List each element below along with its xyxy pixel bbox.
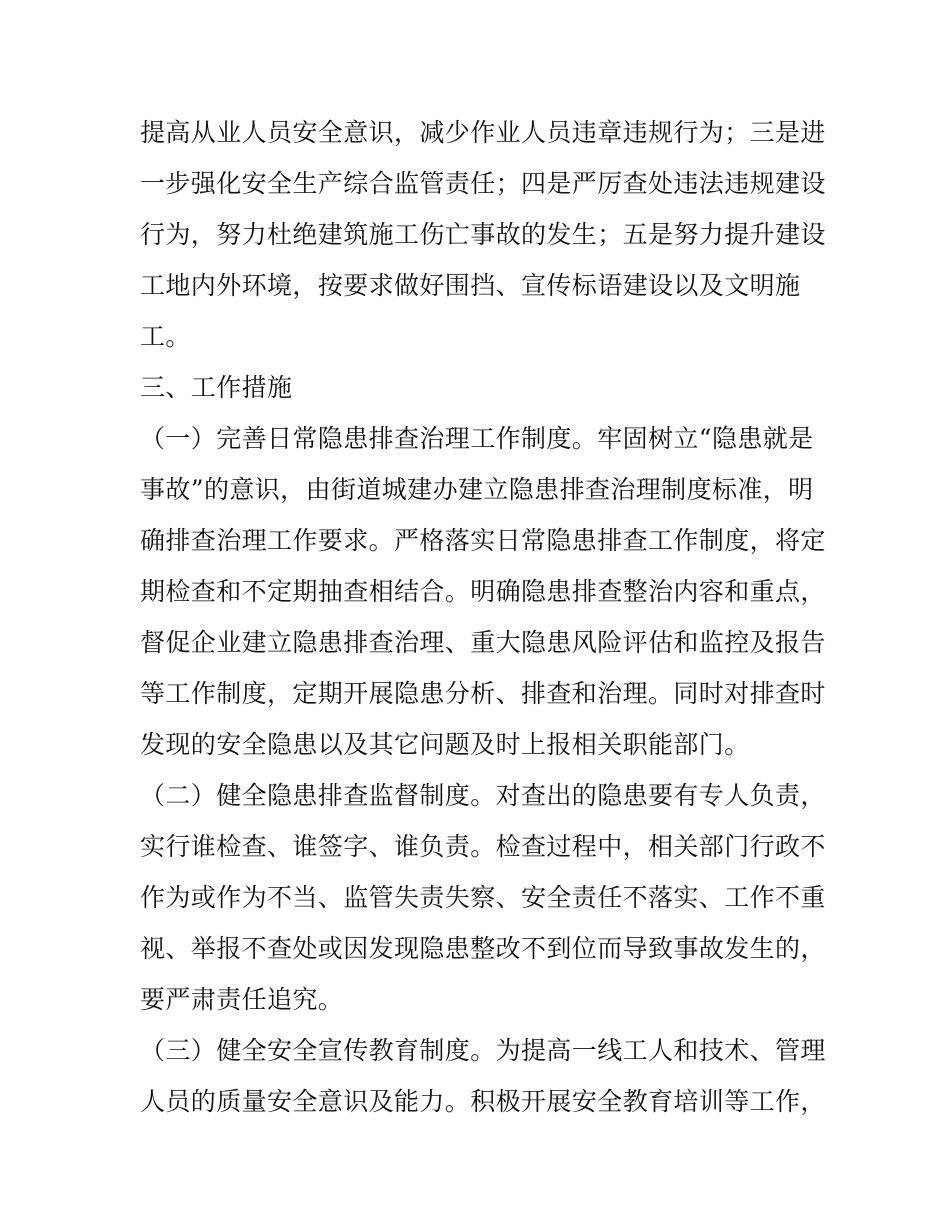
- text-line: 实行谁检查、谁签字、谁负责。检查过程中，相关部门行政不: [140, 832, 826, 861]
- text-line: 确排查治理工作要求。严格落实日常隐患排查工作制度，将定: [140, 526, 826, 555]
- text-line: 等工作制度，定期开展隐患分析、排查和治理。同时对排查时: [140, 679, 826, 708]
- text-line: 工。: [140, 322, 191, 351]
- text-line: 期检查和不定期抽查相结合。明确隐患排查整治内容和重点，: [140, 577, 826, 606]
- text-line: 事故”的意识，由街道城建办建立隐患排查治理制度标准，明: [140, 475, 814, 504]
- text-line: 提高从业人员安全意识，减少作业人员违章违规行为；三是进: [140, 118, 826, 147]
- text-line: 一步强化安全生产综合监管责任；四是严厉查处违法违规建设: [140, 169, 826, 198]
- text-line: （二）健全隐患排查监督制度。对查出的隐患要有专人负责，: [140, 781, 826, 810]
- text-line: 作为或作为不当、监管失责失察、安全责任不落实、工作不重: [140, 883, 826, 912]
- text-line: 人员的质量安全意识及能力。积极开展安全教育培训等工作，: [140, 1087, 826, 1116]
- text-line: （三）健全安全宣传教育制度。为提高一线工人和技术、管理: [140, 1036, 826, 1065]
- text-line: 工地内外环境，按要求做好围挡、宣传标语建设以及文明施: [140, 271, 801, 300]
- section-heading: 三、工作措施: [140, 373, 293, 402]
- document-body: [140, 107, 826, 1127]
- text-line: 要严肃责任追究。: [140, 985, 344, 1014]
- text-line: 督促企业建立隐患排查治理、重大隐患风险评估和监控及报告: [140, 628, 826, 657]
- text-line: 视、举报不查处或因发现隐患整改不到位而导致事故发生的，: [140, 934, 826, 963]
- text-line: （一）完善日常隐患排查治理工作制度。牢固树立“隐患就是: [140, 424, 814, 453]
- text-line: 发现的安全隐患以及其它问题及时上报相关职能部门。: [140, 730, 750, 759]
- text-line: 行为，努力杜绝建筑施工伤亡事故的发生；五是努力提升建设: [140, 220, 826, 249]
